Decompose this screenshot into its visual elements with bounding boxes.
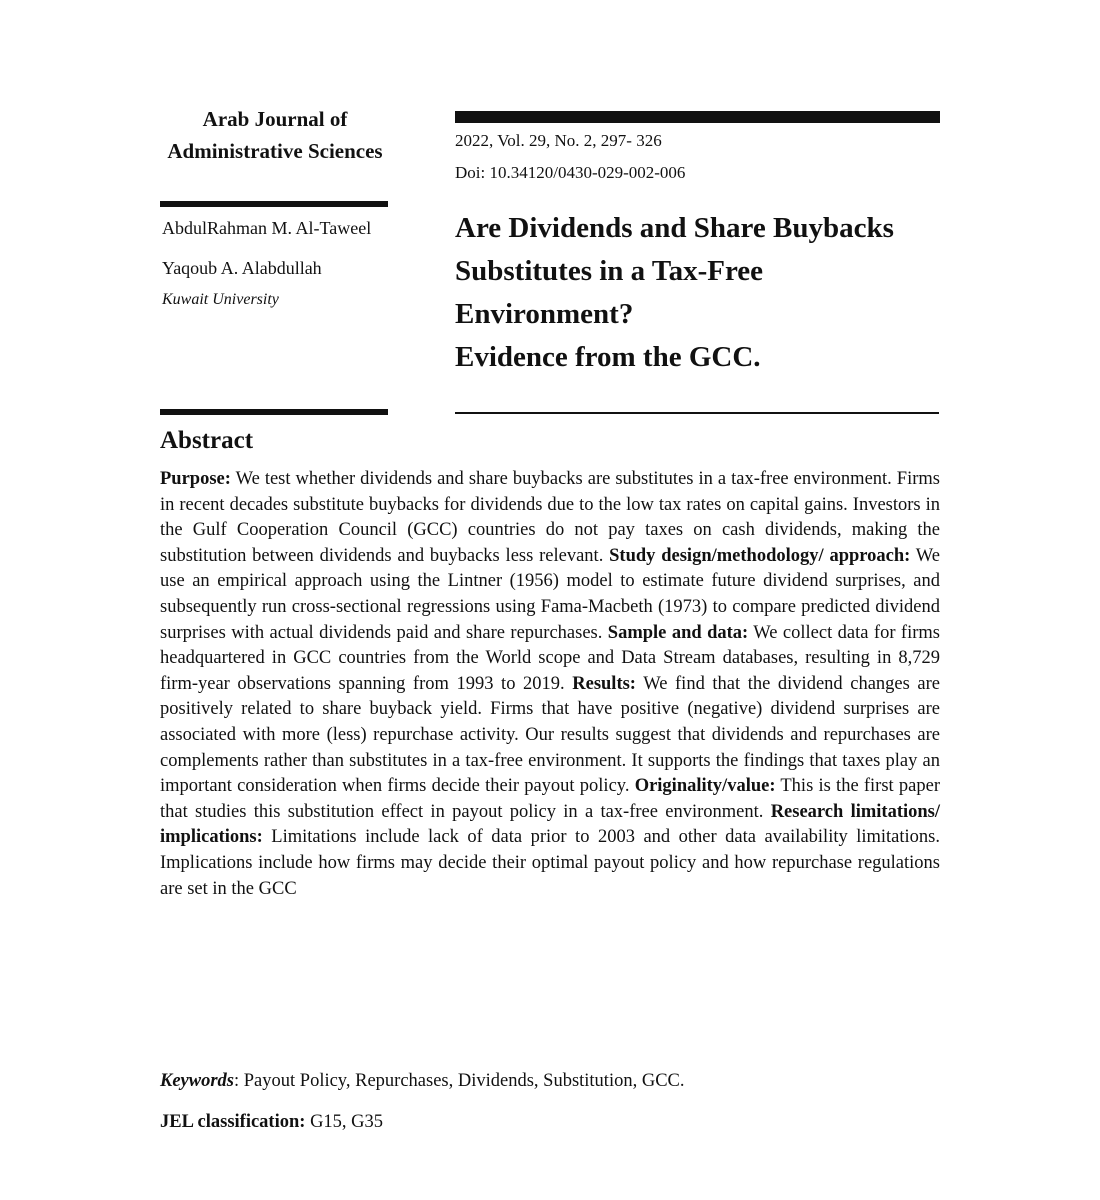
title-line-2: Substitutes in a Tax-Free — [455, 255, 764, 287]
design-text: We use an empirical approach using the Lintner (1956) model to estimate future dividend surprises, and subsequently run cross-sectional regressions using Fama-Macbeth (1973) to compare predicted dividend surprises with actual dividends paid and share repurchases. — [160, 545, 940, 643]
affiliation: Kuwait University — [162, 291, 279, 308]
originality-label: Originality/value: — [634, 776, 776, 797]
sample-label: Sample and data: — [607, 622, 749, 643]
title-line-1: Are Dividends and Share Buybacks — [455, 212, 894, 244]
header-bar — [455, 111, 940, 123]
journal-name-line1: Arab Journal of — [202, 107, 348, 131]
design-label: Study design/methodology/ approach: — [609, 545, 911, 566]
keywords-text: : Payout Policy, Repurchases, Dividends, Substitution, GCC. — [234, 1071, 685, 1091]
abstract-heading: Abstract — [160, 427, 254, 454]
volume-info: 2022, Vol. 29, No. 2, 297- 326 — [455, 131, 662, 150]
purpose-text: We test whether dividends and share buybacks are substitutes in a tax-free environment. Firms in recent decades substitute buybacks for dividends due to the low tax rates on capital gains. Investors in the Gulf Cooperation Council (GCC) countries do not pay taxes on cash dividends, making the substitution between dividends and buybacks less relevant. — [160, 469, 940, 566]
jel-label: JEL classification: — [160, 1112, 306, 1132]
journal-name-line2: Administrative Sciences — [167, 139, 383, 163]
author-2: Yaqoub A. Alabdullah — [162, 258, 322, 278]
author-1: AbdulRahman M. Al-Taweel — [162, 218, 372, 238]
journal-name — [160, 103, 390, 167]
limitations-label: Research limitations/ implications: — [160, 801, 941, 848]
title-line-4: Evidence from the GCC. — [455, 341, 761, 373]
title-line-3: Environment? — [455, 298, 634, 330]
purpose-label: Purpose: — [160, 469, 231, 489]
limitations-text: Limitations include lack of data prior to 2003 and other data availability limitations. Implications include how firms may decide their optimal payout policy and how repurchase regulations are set in the GCC — [160, 827, 940, 899]
title-divider — [455, 412, 939, 414]
doi: Doi: 10.34120/0430-029-002-006 — [455, 163, 686, 182]
results-label: Results: — [572, 673, 636, 694]
originality-text: This is the first paper that studies this substitution effect in payout policy in a tax-free environment. — [160, 776, 940, 822]
keywords — [160, 1071, 685, 1092]
results-text: We find that the dividend changes are positively related to share buyback yield. Firms that have positive (negative) dividend surprises are associated with more (less) repurchase activity. Our results suggest that dividends and repurchases are complements rather than substitutes in a tax-free environment. It supports the findings that taxes play an important consideration when firms decide their payout policy. — [160, 673, 940, 797]
sample-text: We collect data for firms headquartered in GCC countries from the World scope and Data Stream databases, resulting in 8,729 firm-year observations spanning from 1993 to 2019. — [160, 622, 940, 694]
left-divider-top — [160, 201, 388, 207]
left-divider-bottom — [160, 409, 388, 415]
keywords-label: Keywords — [160, 1071, 234, 1091]
jel-text: G15, G35 — [305, 1112, 384, 1132]
paper-title — [455, 207, 945, 379]
abstract-body — [160, 467, 940, 902]
jel-classification — [160, 1112, 383, 1133]
